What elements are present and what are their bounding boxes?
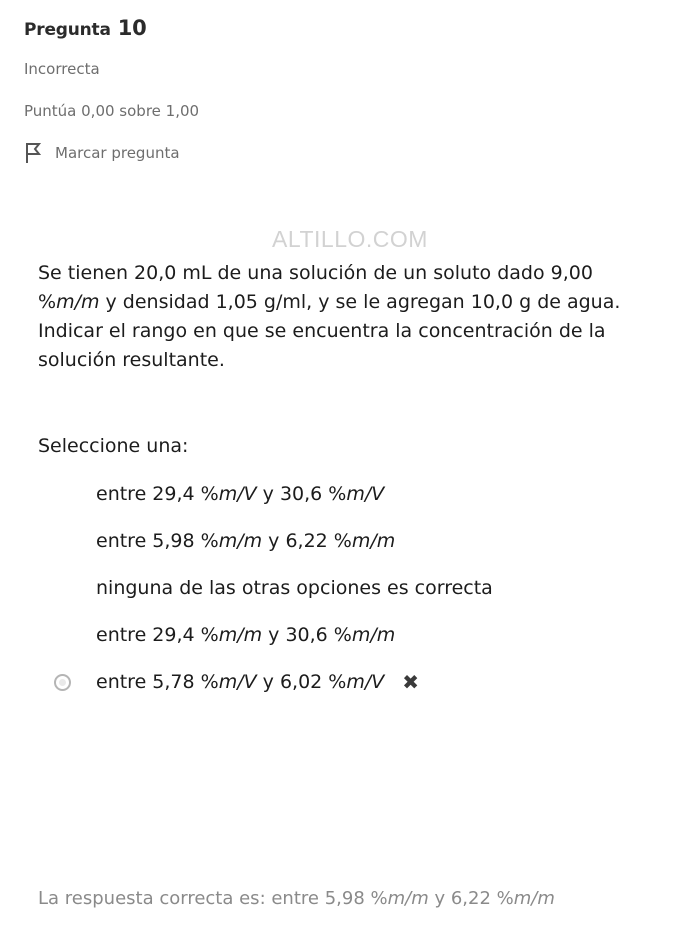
option-text-pre: ninguna de las otras opciones es correcta xyxy=(96,577,493,599)
option-row-selected[interactable] xyxy=(24,659,676,706)
feedback-text-pre: La respuesta correcta es: entre 5,98 % xyxy=(38,888,388,909)
option-row[interactable] xyxy=(24,518,676,565)
question-label: Pregunta xyxy=(24,20,111,40)
option-row[interactable] xyxy=(24,471,676,518)
option-text-unit2: m/V xyxy=(346,671,385,693)
flag-question-button[interactable] xyxy=(24,142,676,164)
option-text-mid: y 6,02 % xyxy=(256,671,347,693)
radio-slot[interactable] xyxy=(54,533,96,550)
option-label xyxy=(96,624,395,646)
option-text-pre: entre 5,78 % xyxy=(96,671,219,693)
option-text-unit2: m/m xyxy=(351,624,396,646)
option-text-unit1: m/V xyxy=(218,671,257,693)
question-text-part1: Se tienen 20,0 mL de una solución de un soluto dado 9,00 % xyxy=(38,262,593,313)
option-label xyxy=(96,671,384,693)
flag-question-label: Marcar pregunta xyxy=(55,144,180,162)
option-label xyxy=(96,483,384,505)
option-text-unit2: m/m xyxy=(351,530,396,552)
feedback-unit1: m/m xyxy=(387,888,429,909)
radio-slot[interactable] xyxy=(54,580,96,597)
option-text-unit2: m/V xyxy=(346,483,385,505)
option-text-unit1: m/m xyxy=(218,624,263,646)
option-text-pre: entre 5,98 % xyxy=(96,530,219,552)
watermark: ALTILLO.COM xyxy=(272,226,428,252)
flag-icon xyxy=(24,142,44,164)
option-text-unit1: m/V xyxy=(218,483,257,505)
incorrect-icon: ✖ xyxy=(402,670,420,694)
option-text-pre: entre 29,4 % xyxy=(96,624,219,646)
option-text-pre: entre 29,4 % xyxy=(96,483,219,505)
radio-slot[interactable] xyxy=(54,486,96,503)
radio-slot[interactable] xyxy=(54,674,96,691)
radio-button-selected[interactable] xyxy=(54,674,71,691)
answers-prompt: Seleccione una: xyxy=(38,434,189,457)
question-grade: Puntúa 0,00 sobre 1,00 xyxy=(24,102,200,120)
option-row[interactable] xyxy=(24,612,676,659)
question-state: Incorrecta xyxy=(24,60,100,78)
feedback-unit2: m/m xyxy=(513,888,555,909)
question-text-part2: y densidad 1,05 g/ml, y se le agregan 10,0 g de agua. Indicar el rango en que se encuentra la concentración de la solución resultante. xyxy=(38,290,621,371)
option-text-unit1: m/m xyxy=(218,530,263,552)
option-text-mid: y 30,6 % xyxy=(256,483,347,505)
question-text-italic1: m/m xyxy=(56,290,100,313)
option-text-mid: y 30,6 % xyxy=(262,624,352,646)
feedback-text-mid: y 6,22 % xyxy=(428,888,514,909)
radio-slot[interactable] xyxy=(54,627,96,644)
question-header xyxy=(24,16,676,40)
question-text xyxy=(38,259,654,375)
question-number: 10 xyxy=(117,16,147,40)
option-label xyxy=(96,530,395,552)
option-label xyxy=(96,577,493,599)
option-text-mid: y 6,22 % xyxy=(262,530,352,552)
answer-options xyxy=(24,471,676,706)
correct-answer-feedback xyxy=(38,888,555,909)
option-row[interactable] xyxy=(24,565,676,612)
